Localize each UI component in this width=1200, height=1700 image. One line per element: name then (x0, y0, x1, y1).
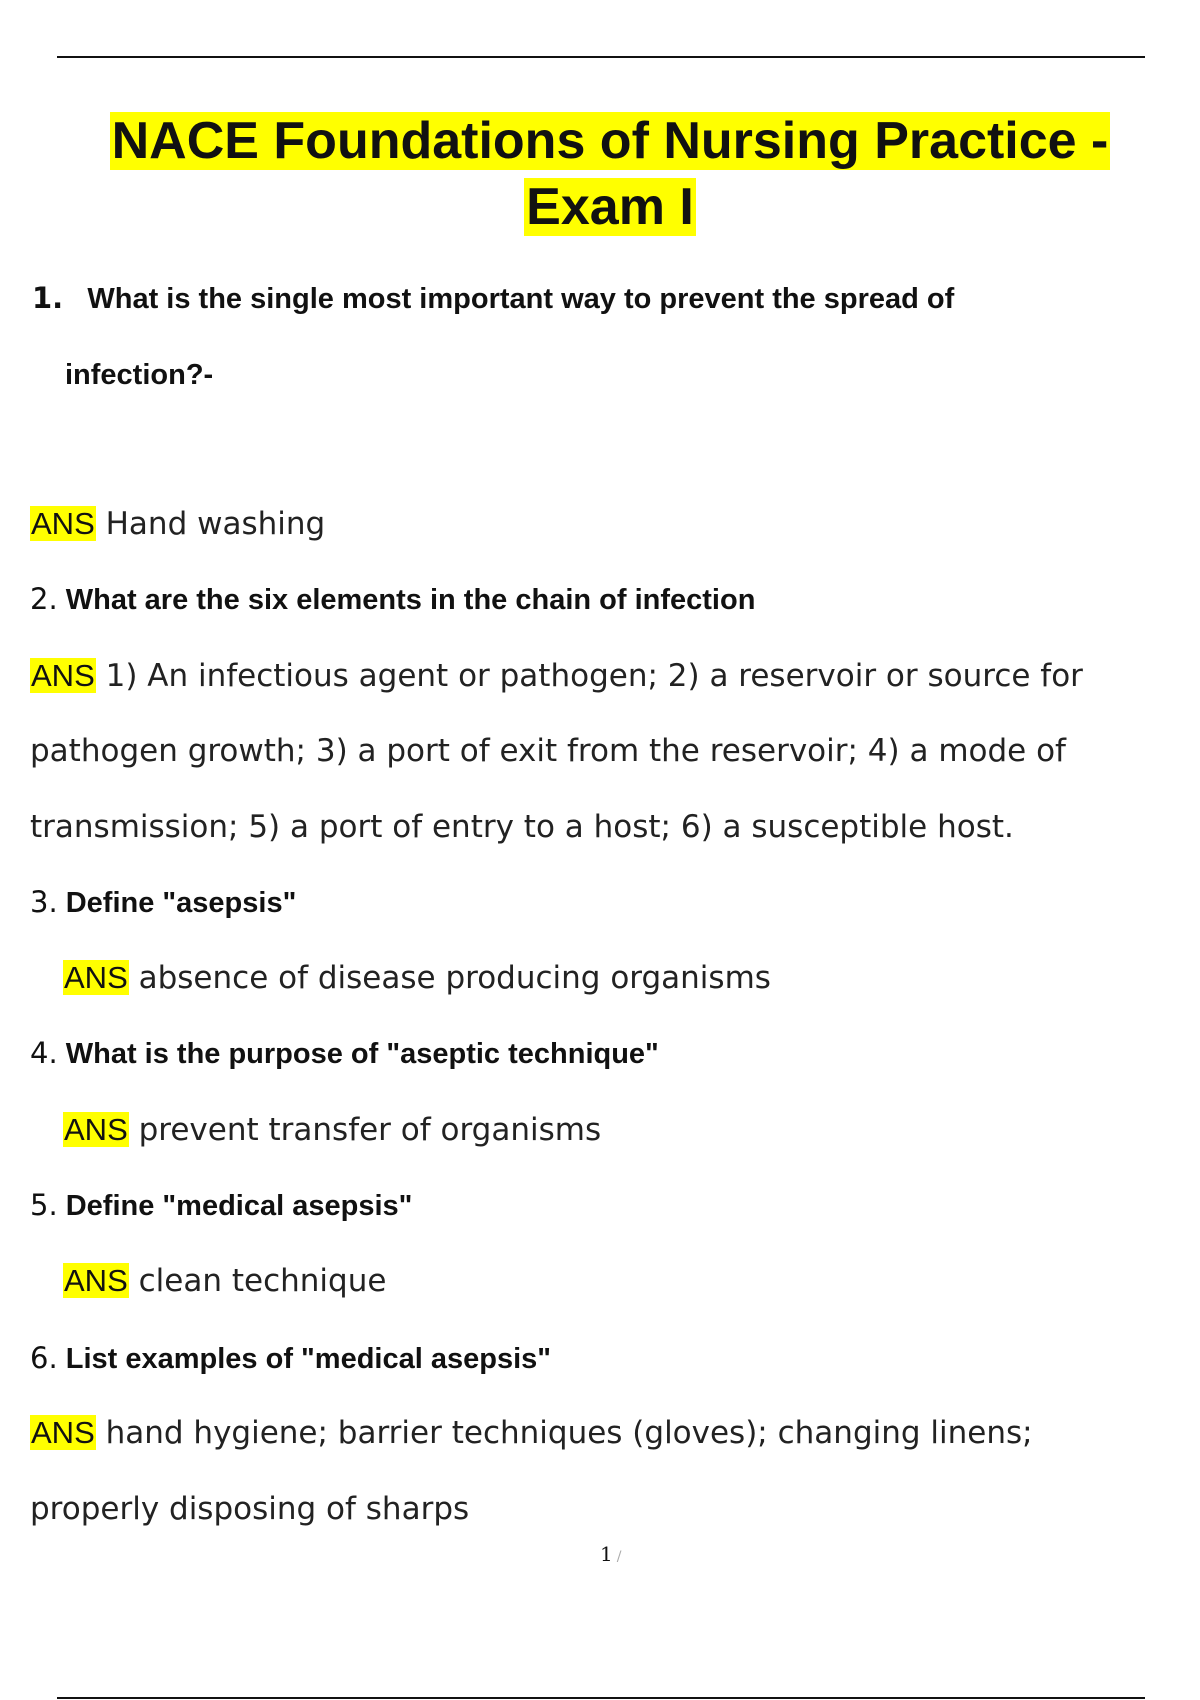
question-number: 5. (30, 1188, 58, 1222)
answer-text: pathogen growth; 3) a port of exit from the reservoir; 4) a mode of (30, 733, 1066, 769)
answer-6 (30, 1415, 1033, 1451)
question-text: infection?- (65, 359, 214, 391)
question-1-continued (65, 358, 213, 392)
answer-5 (63, 1263, 386, 1299)
ans-label: ANS (31, 1415, 95, 1450)
question-number: 6. (30, 1341, 58, 1375)
title-line-2: Exam I (526, 178, 694, 236)
answer-4 (63, 1112, 601, 1148)
question-6 (30, 1341, 551, 1376)
answer-text: clean technique (138, 1263, 387, 1299)
bottom-rule (57, 1697, 1145, 1699)
question-number: 3. (30, 885, 58, 919)
answer-6-line-2 (30, 1491, 469, 1527)
question-text: Define "medical asepsis" (65, 1190, 413, 1222)
question-2 (30, 582, 755, 617)
question-1 (32, 281, 954, 316)
answer-3 (63, 960, 771, 996)
answer-text: Hand washing (105, 506, 326, 542)
answer-2-line-3 (30, 809, 1014, 845)
question-text: List examples of "medical asepsis" (65, 1343, 552, 1375)
ans-label: ANS (31, 506, 95, 541)
document-title (60, 108, 1160, 240)
question-number: 1. (32, 281, 64, 315)
answer-1 (30, 506, 325, 542)
answer-text: properly disposing of sharps (30, 1491, 470, 1527)
ans-label: ANS (31, 658, 95, 693)
question-3 (30, 885, 296, 920)
answer-text: hand hygiene; barrier techniques (gloves); changing linens; (105, 1415, 1033, 1451)
answer-2 (30, 658, 1083, 694)
ans-label: ANS (64, 1263, 128, 1298)
question-number: 4. (30, 1036, 58, 1070)
answer-text: transmission; 5) a port of entry to a host; 6) a susceptible host. (30, 809, 1014, 845)
page-number (600, 1542, 621, 1566)
answer-2-line-2 (30, 733, 1066, 769)
page-number-value: 1 (600, 1542, 613, 1566)
question-4 (30, 1036, 659, 1071)
top-rule (57, 56, 1145, 58)
question-text: What is the single most important way to prevent the spread of (87, 283, 955, 315)
ans-label: ANS (64, 1112, 128, 1147)
answer-text: absence of disease producing organisms (138, 960, 771, 996)
question-text: Define "asepsis" (65, 887, 297, 919)
question-text: What are the six elements in the chain of infection (65, 584, 756, 616)
question-number: 2. (30, 582, 58, 616)
answer-text: prevent transfer of organisms (138, 1112, 602, 1148)
answer-text: 1) An infectious agent or pathogen; 2) a reservoir or source for (105, 658, 1083, 694)
question-text: What is the purpose of "aseptic technique" (65, 1038, 659, 1070)
page-separator: / (616, 1549, 622, 1565)
question-5 (30, 1188, 412, 1223)
ans-label: ANS (64, 960, 128, 995)
title-line-1: NACE Foundations of Nursing Practice - (111, 112, 1109, 170)
